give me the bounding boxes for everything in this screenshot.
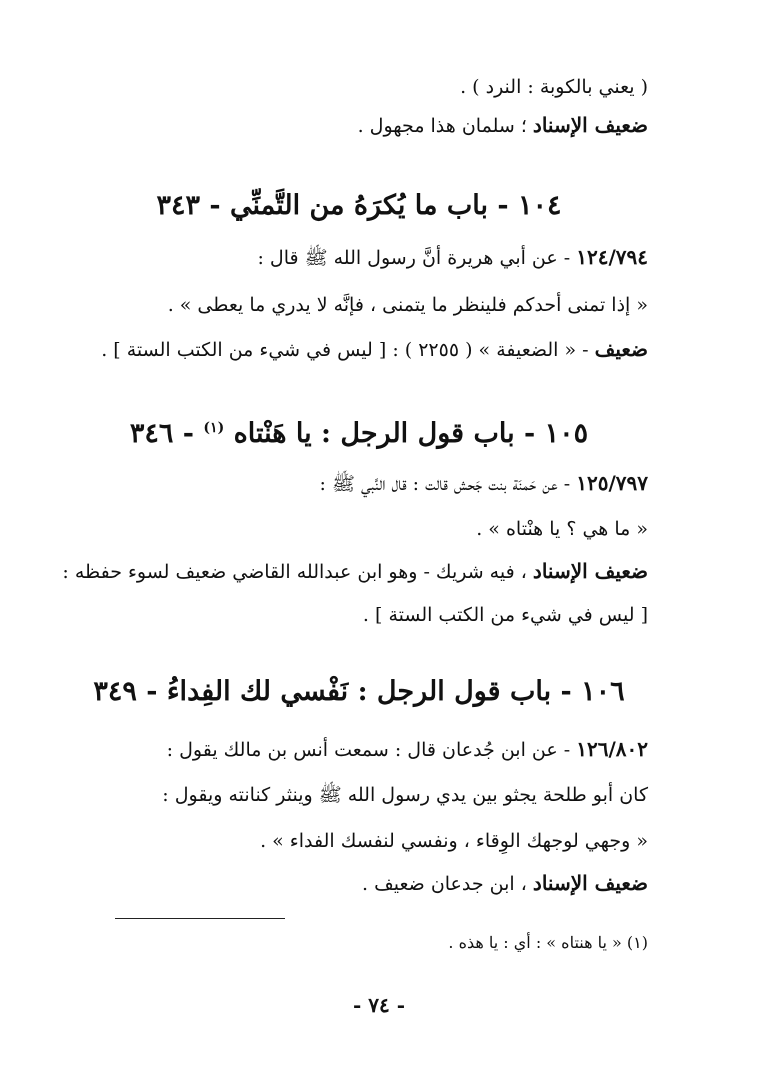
grade-line: ضعيف الإسناد ؛ سلمان هذا مجهول . [357,113,648,137]
grade-label: ضعيف الإسناد [532,871,648,895]
hadith-text: كان أبو طلحة يجثو بين يدي رسول الله ﷺ وينثر كنانته ويقول : [162,784,648,806]
chapter-heading-104: ١٠٤ - باب ما يُكرَهُ من التَّمنِّي - ٣٤٣ [156,190,562,221]
hadith-number: ١٢٥/٧٩٧ [576,471,648,495]
chapter-heading-106: ١٠٦ - باب قول الرجل : نَفْسي لك الفِداءُ - ٣٤٩ [93,676,625,707]
hadith-line: ١٢٦/٨٠٢ - عن ابن جُدعان قال : سمعت أنس بن مالك يقول : [166,737,648,761]
chapter-heading-105: ١٠٥ - باب قول الرجل : يا هَنْتاه $^{(١)}$ - ٣٤٦ [129,418,589,449]
grade-line-continued: [ ليس في شيء من الكتب الستة ] . [362,604,648,626]
hadith-line: ١٢٥/٧٩٧ - عن حَمنَة بنت جَحش قالت : قال النَّبي ﷺ : [319,471,648,495]
grade-line: ضعيف الإسناد ، فيه شريك - وهو ابن عبدالله القاضي ضعيف لسوء حفظه : [62,559,648,583]
grade-line: ضعيف الإسناد ، ابن جدعان ضعيف . [362,871,648,895]
grade-line: ضعيف - « الضعيفة » ( ٢٢٥٥ ) : [ ليس في شيء من الكتب الستة ] . [101,337,648,361]
hadith-text: « ما هي ؟ يا هنْتاه » . [476,518,648,540]
grade-label: ضعيف الإسناد [532,113,648,137]
grade-label: ضعيف الإسناد [532,559,648,583]
hadith-number: ١٢٦/٨٠٢ [576,737,648,761]
hadith-text: « إذا تمنى أحدكم فلينظر ما يتمنى ، فإنَّه لا يدري ما يعطى » . [167,294,648,316]
hadith-number: ١٢٤/٧٩٤ [576,245,648,269]
grade-label: ضعيف [594,337,648,361]
note-line: ( يعني بالكوبة : النرد ) . [460,76,648,98]
hadith-text: « وجهي لوجهك الوِقاء ، ونفسي لنفسك الفداء » . [260,830,648,852]
hadith-line: ١٢٤/٧٩٤ - عن أبي هريرة أنَّ رسول الله ﷺ قال : [257,245,648,269]
footnote: (١) « يا هنتاه » : أي : يا هذه . [448,933,648,952]
footnote-marker: (١) [203,420,225,436]
footnote-separator [115,918,285,919]
page-number: - ٧٤ - [352,993,405,1017]
